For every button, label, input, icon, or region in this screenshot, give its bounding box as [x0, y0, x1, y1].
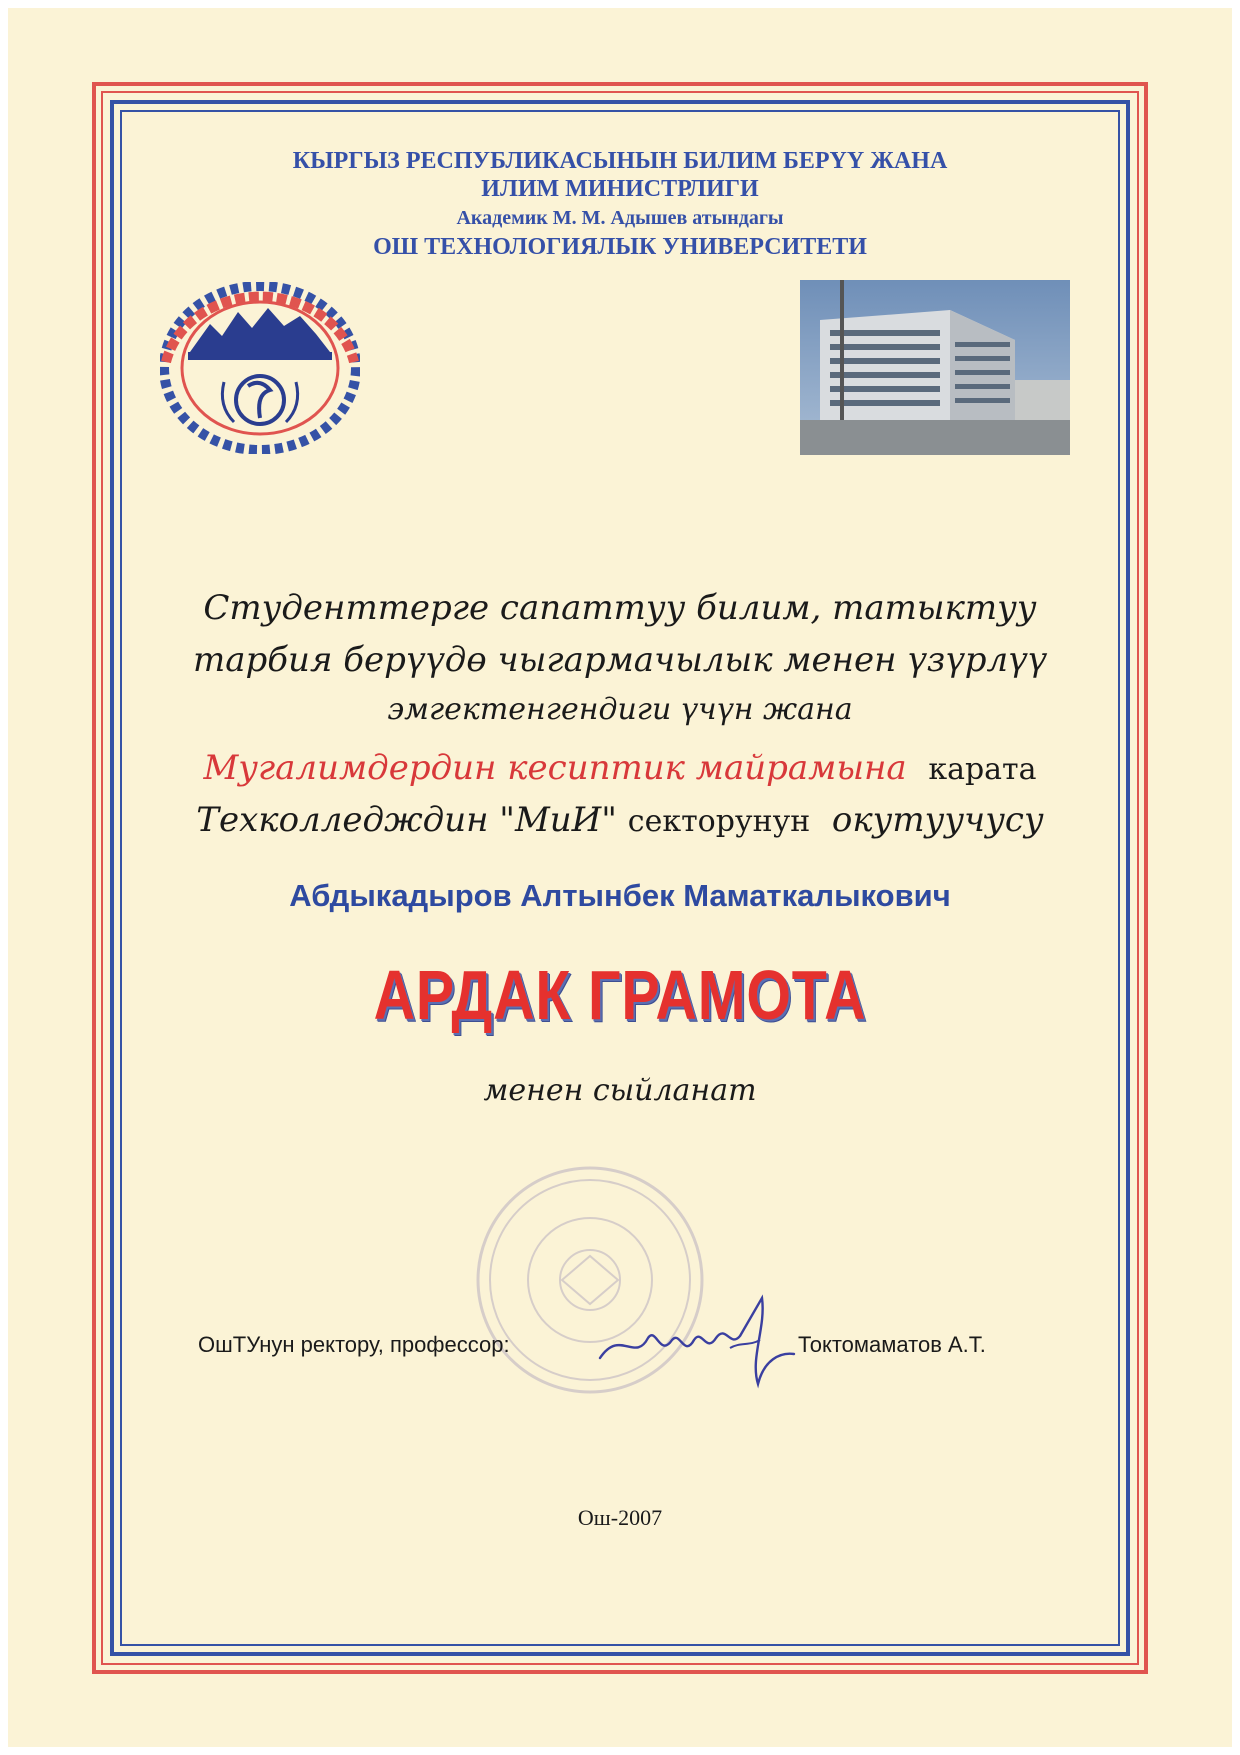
holiday-suffix: карата — [928, 752, 1037, 787]
position-title: окутуучусу — [831, 800, 1044, 840]
citation-line-4 — [120, 748, 1120, 788]
citation-line-5 — [120, 800, 1120, 840]
signature-row — [120, 1328, 1120, 1388]
header-ministry-line-1: КЫРГЫЗ РЕСПУБЛИКАСЫНЫН БИЛИМ БЕРҮҮ ЖАНА — [292, 148, 948, 174]
awarded-text: менен сыйланат — [483, 1073, 757, 1108]
handwritten-signature — [590, 1288, 820, 1398]
college-name: Техколледждин "МиИ" — [196, 800, 617, 840]
holiday-name: Мугалимдердин кесиптик майрамына — [203, 748, 907, 788]
place-and-year: Ош-2007 — [577, 1505, 663, 1530]
citation-line-1: Студенттерге сапаттуу билим, татыктуу — [203, 588, 1037, 628]
rector-name: Токтомаматов А.Т. — [798, 1332, 986, 1357]
citation-line-3: эмгектенгендиги үчүн жана — [387, 692, 853, 727]
university-emblem-icon — [160, 282, 360, 454]
recipient-name: Абдыкадыров Алтынбек Маматкалыкович — [289, 878, 951, 913]
header-university-name: ОШ ТЕХНОЛОГИЯЛЫК УНИВЕРСИТЕТИ — [373, 234, 867, 260]
header-academician-line: Академик М. М. Адышев атындагы — [456, 207, 784, 229]
sector-word: секторунун — [627, 804, 811, 839]
header-ministry-line-2: ИЛИМ МИНИСТРЛИГИ — [481, 176, 759, 202]
citation-line-2: тарбия берүүдө чыгармачылык менен үзүрлүү — [193, 640, 1047, 680]
rector-title: ОшТУнун ректору, профессор: — [198, 1332, 510, 1357]
university-building-photo — [800, 280, 1070, 455]
award-title: АРДАК ГРАМОТА — [373, 956, 867, 1034]
